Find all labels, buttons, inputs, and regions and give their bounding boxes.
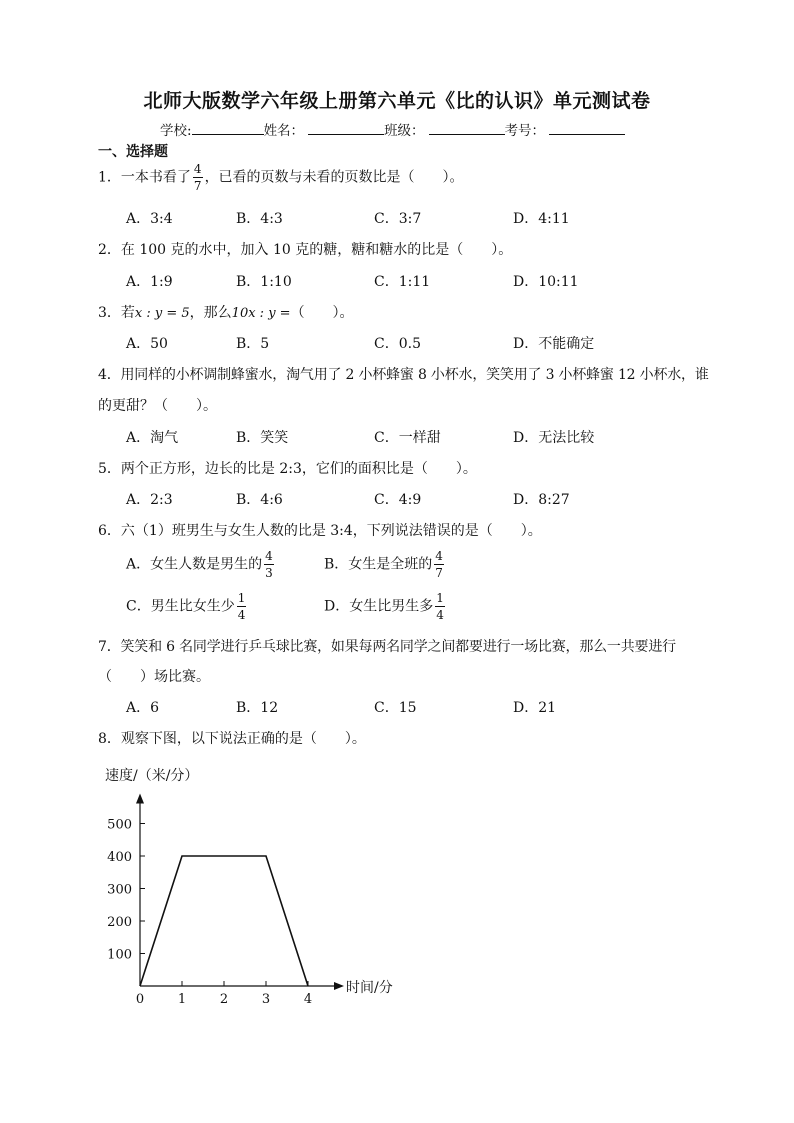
q2-option-b[interactable]: B．1:10: [236, 274, 292, 290]
x-axis-arrow: [334, 982, 344, 990]
chart-ticks: [107, 818, 312, 1008]
q7-option-a[interactable]: A．6: [126, 700, 160, 716]
q2-option-a[interactable]: A．1:9: [126, 274, 173, 290]
y-tick-label: 300: [107, 882, 132, 898]
y-tick-label: 500: [107, 817, 132, 833]
question-2: 2．在 100 克的水中，加入 10 克的糖，糖和糖水的比是（ ）。: [98, 242, 513, 258]
question-4-line-1: 4．用同样的小杯调制蜂蜜水，淘气用了 2 小杯蜂蜜 8 小杯水，笑笑用了 3 小杯蜂蜜 12 小杯水，谁: [98, 367, 709, 383]
math-expression: 10x : y =: [231, 306, 291, 321]
q4-option-b[interactable]: B．笑笑: [236, 430, 289, 446]
school-label: 学校:: [160, 123, 192, 139]
class-label: 班级：: [384, 123, 425, 139]
q6-option-d[interactable]: D．女生比男生多 $\frac{1}{4}$: [324, 591, 444, 622]
q3-option-d[interactable]: D．不能确定: [513, 336, 595, 352]
q5-option-b[interactable]: B．4:6: [236, 492, 283, 508]
question-6: 6．六（1）班男生与女生人数的比是 3:4，下列说法错误的是（ ）。: [98, 523, 542, 539]
question-5: 5．两个正方形，边长的比是 2:3，它们的面积比是（ ）。: [98, 461, 477, 477]
x-tick-label: 0: [135, 992, 145, 1007]
speed-series-line: [140, 856, 308, 986]
x-tick-label: 1: [177, 992, 187, 1007]
q3-option-a[interactable]: A．50: [126, 336, 168, 352]
q2-option-d[interactable]: D．10:11: [513, 274, 579, 290]
chart-axes: [136, 794, 344, 991]
question-8: 8．观察下图，以下说法正确的是（ ）。: [98, 731, 366, 747]
q3-option-b[interactable]: B．5: [236, 336, 270, 352]
y-axis-arrow: [136, 794, 144, 804]
page-title: 北师大版数学六年级上册第六单元《比的认识》单元测试卷: [143, 90, 651, 112]
q5-option-d[interactable]: D．8:27: [513, 492, 570, 508]
math-expression: x : y = 5: [134, 306, 190, 321]
q5-option-a[interactable]: A．2:3: [126, 492, 173, 508]
q5-option-c[interactable]: C．4:9: [374, 492, 422, 508]
x-tick-label: 3: [261, 992, 271, 1007]
q4-option-a[interactable]: A．淘气: [126, 430, 179, 446]
q4-option-c[interactable]: C．一样甜: [374, 430, 441, 446]
x-axis-label: 时间/分: [346, 980, 393, 996]
question-1-text: 1．一本书看了: [98, 169, 191, 186]
y-tick-label: 400: [107, 850, 132, 865]
question-7-line-2: （ ）场比赛。: [98, 669, 210, 685]
q1-option-b[interactable]: B．4:3: [236, 211, 283, 227]
chart-series: [140, 856, 308, 986]
q7-option-d[interactable]: D．21: [513, 700, 557, 716]
q2-option-c[interactable]: C．1:11: [374, 274, 431, 290]
question-1-text-end: ，已看的页数与未看的页数比是（ ）。: [204, 169, 464, 186]
question-3: 3．若x : y = 5，那么10x : y =（ ）。: [98, 305, 354, 321]
fraction: $\frac{1}{4}$: [436, 591, 444, 622]
q6-option-b[interactable]: B．女生是全班的 $\frac{4}{7}$: [324, 549, 443, 580]
q1-option-a[interactable]: A．3:4: [126, 211, 173, 227]
y-axis-label: 速度/（米/分）: [105, 768, 199, 784]
fraction: $\frac{4}{7}$: [435, 549, 443, 580]
q6-option-c[interactable]: C．男生比女生少 $\frac{1}{4}$: [126, 591, 246, 622]
question-4-line-2: 的更甜？（ ）。: [98, 398, 217, 414]
y-tick-label: 200: [107, 915, 132, 930]
q3-option-c[interactable]: C．0.5: [374, 336, 421, 352]
section-heading: 一、选择题: [98, 144, 168, 160]
q1-option-c[interactable]: C．3:7: [374, 211, 422, 227]
x-tick-label: 4: [303, 992, 313, 1007]
fraction: $\frac{4}{7}$: [193, 162, 202, 193]
question-7-line-1: 7．笑笑和 6 名同学进行乒乓球比赛，如果每两名同学之间都要进行一场比赛，那么一共要进行: [98, 639, 676, 655]
q7-option-b[interactable]: B．12: [236, 700, 279, 716]
y-tick-label: 100: [107, 947, 132, 963]
fraction: $\frac{1}{4}$: [237, 591, 246, 622]
q4-option-d[interactable]: D．无法比较: [513, 430, 595, 446]
number-label: 考号：: [504, 123, 546, 139]
name-label: 姓名：: [263, 123, 305, 139]
x-tick-label: 2: [219, 992, 229, 1007]
fraction: $\frac{4}{3}$: [265, 549, 273, 580]
q6-option-a[interactable]: A．女生人数是男生的 $\frac{4}{3}$: [126, 549, 273, 580]
q1-option-d[interactable]: D．4:11: [513, 211, 570, 227]
q7-option-c[interactable]: C．15: [374, 700, 417, 716]
